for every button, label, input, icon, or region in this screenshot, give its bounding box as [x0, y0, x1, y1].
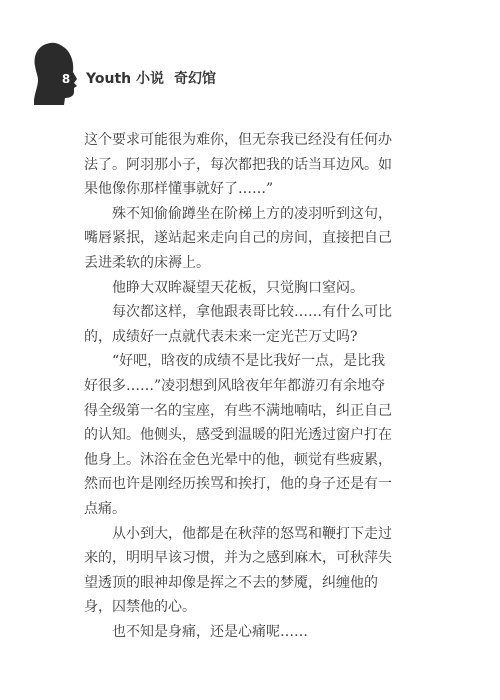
brand-label: Youth [86, 71, 132, 87]
body-text [84, 128, 434, 644]
header-title [86, 68, 216, 88]
paragraph: 从小到大，他都是在秋萍的怒骂和鞭打下走过 来的，明明早该习惯，并为之感到麻木，可秋萍失 望透顶的眼神却像是挥之不去的梦魇，纠缠他的 身，囚禁他的心。 [84, 525, 392, 616]
paragraph: “好吧，晗夜的成绩不是比我好一点，是比我 好很多……”凌羽想到风晗夜年年都游刃有余地夺 得全级第一名的宝座，有些不满地喃咕，纠正自己 的认知。他侧头，感受到温暖的阳光透过窗户打在 他身上。沐浴在金色光晕中的他，顿觉有些疲累， 然而也许是刚经历挨骂和挨打，他的身子还是有一 点痛。 [84, 353, 392, 517]
page-number: 8 [61, 72, 71, 86]
paragraph: 也不知是身痛，还是心痛呢…… [84, 623, 308, 640]
paragraph: 殊不知偷偷蹲坐在阶梯上方的凌羽听到这句， 嘴唇紧抿，遂站起来走向自己的房间，直接把自己 丢进柔软的床褥上。 [84, 205, 392, 271]
paragraph: 他睁大双眸凝望天花板，只觉胸口窒闷。 [84, 279, 364, 296]
page-header [0, 0, 500, 115]
paragraph: 这个要求可能很为难你，但无奈我已经没有任何办 法了。阿羽那小子，每次都把我的话当耳边风。如 果他像你那样懂事就好了……” [84, 132, 392, 198]
paragraph: 每次都这样，拿他跟表哥比较……有什么可比 的，成绩好一点就代表未来一定光芒万丈吗? [84, 304, 392, 345]
category-label: 小说 [135, 71, 164, 87]
subcategory-label: 奇幻馆 [173, 71, 216, 87]
